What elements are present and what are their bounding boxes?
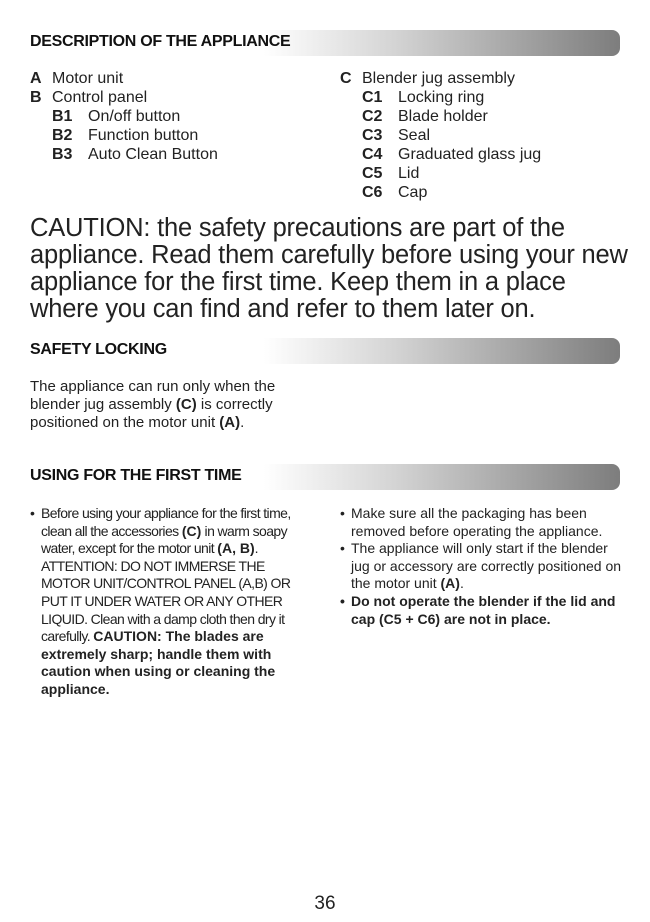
list-item: • Make sure all the packaging has been removed before operating the appliance. (340, 505, 625, 540)
list-item (30, 126, 320, 145)
part-code: C4 (362, 146, 383, 163)
part-code: C1 (362, 89, 383, 106)
text-run-bold: (A, B) (217, 540, 255, 557)
section-header-safety-locking (26, 338, 620, 364)
part-label: On/off button (88, 108, 181, 125)
list-item (340, 164, 630, 183)
parts-list-left (30, 69, 320, 164)
first-time-right-list (340, 505, 625, 628)
text-run: . (459, 575, 464, 592)
list-item (30, 69, 320, 88)
part-label: Control panel (52, 89, 148, 106)
section-header-description (26, 30, 620, 56)
list-item (340, 540, 625, 593)
list-item (340, 126, 630, 145)
part-code: B (30, 89, 42, 106)
part-label: Locking ring (398, 89, 485, 106)
part-code: C (340, 70, 352, 87)
list-item (30, 107, 320, 126)
text-run: is correctly positioned on the motor unit (30, 396, 273, 431)
text-run: . ATTENTION: DO NOT IMMERSE THE MOTOR UNIT/CONTROL PANEL (A,B) OR PUT IT UNDER WATER OR ANY OTHER LIQUID. Clean with a damp cloth then dry it carefully. (41, 540, 291, 645)
text-run: The appliance will only start if the blender jug or accessory are correctly positioned on the motor unit (351, 540, 622, 592)
safety-locking-text (30, 378, 292, 432)
text-run: . (240, 414, 245, 431)
list-item (30, 505, 315, 699)
list-item (340, 69, 630, 88)
text-run-bold: (A) (219, 414, 241, 431)
part-label: Seal (398, 127, 431, 144)
part-code: B3 (52, 146, 73, 163)
text-run: in warm soapy water, except for the motor unit (41, 522, 288, 557)
part-label: Function button (88, 127, 199, 144)
list-item (340, 107, 630, 126)
text-run: The appliance can run only when the blender jug assembly (30, 378, 276, 413)
part-code: C5 (362, 165, 383, 182)
text-run-bold: CAUTION: The blades are extremely sharp; handle them with caution when using or cleaning the appliance. (41, 628, 276, 697)
section-title: DESCRIPTION OF THE APPLIANCE (30, 33, 291, 50)
text-run-bold: (C) (175, 396, 197, 413)
list-item: • Do not operate the blender if the lid and cap (C5 + C6) are not in place. (340, 593, 625, 628)
section-title: USING FOR THE FIRST TIME (30, 467, 242, 484)
part-label: Motor unit (52, 70, 124, 87)
part-label: Blade holder (398, 108, 488, 125)
part-code: C3 (362, 127, 383, 144)
list-item (30, 145, 320, 164)
section-header-first-time (26, 464, 620, 490)
part-code: B2 (52, 127, 73, 144)
part-label: Graduated glass jug (398, 146, 542, 163)
parts-list-right (340, 69, 630, 202)
list-item (30, 88, 320, 107)
list-item (340, 88, 630, 107)
part-label: Lid (398, 165, 420, 182)
page-number: 36 (314, 893, 336, 914)
part-code: A (30, 70, 42, 87)
part-code: C2 (362, 108, 383, 125)
part-label: Blender jug assembly (362, 70, 515, 87)
caution-paragraph: CAUTION: the safety precautions are part of the appliance. Read them carefully before using your new appliance for the first time. Keep them in a place where you can find and refer to them later on. (30, 214, 628, 323)
section-title: SAFETY LOCKING (30, 341, 167, 358)
first-time-left-list (30, 505, 315, 699)
part-code: B1 (52, 108, 73, 125)
part-code: C6 (362, 184, 383, 201)
text-run: Before using your appliance for the first time, clean all the accessories (41, 505, 291, 539)
text-run-bold: (C) (181, 522, 202, 539)
list-item (340, 145, 630, 164)
part-label: Cap (398, 184, 428, 201)
part-label: Auto Clean Button (88, 146, 218, 163)
text-run-bold: (A) (440, 575, 460, 592)
list-item (340, 183, 630, 202)
